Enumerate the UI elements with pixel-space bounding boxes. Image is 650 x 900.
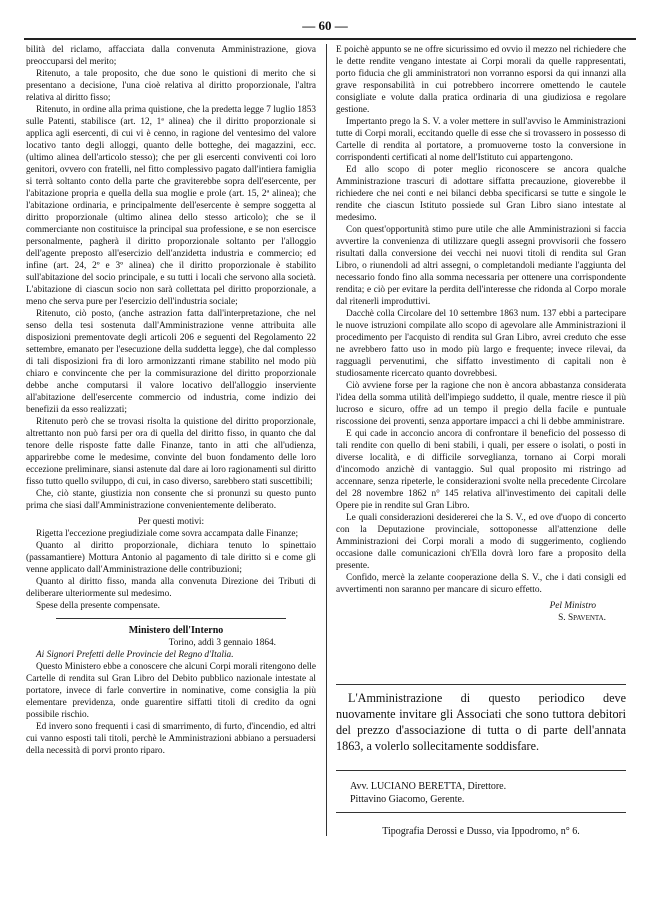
notice-text: L'Amministrazione di questo periodico deve nuovamente invitare gli Associati che sono tuttora debitori del prezzo d'associazione di tutta o di parte dell'annata 1863, a volerlo sollecitamente soddisfare. xyxy=(336,691,626,753)
notice-bottom-rule xyxy=(336,770,626,771)
ruling: Quanto al diritto fisso, manda alla convenuta Direzione dei Tributi di deliberare ulteriormente sul medesimo. xyxy=(26,577,316,599)
column-divider xyxy=(326,44,327,836)
dateline: Torino, addì 3 gennaio 1864. xyxy=(168,638,276,648)
ruling: Rigetta l'eccezione pregiudiziale come sovra accampata dalle Finanze; xyxy=(36,529,299,539)
manager-line: Pittavino Giacomo, Gerente. xyxy=(350,794,465,805)
signature-title: Pel Ministro xyxy=(549,601,596,611)
masthead-rule xyxy=(336,812,626,813)
section-title: Ministero dell'Interno xyxy=(128,625,224,636)
printer-line: Tipografia Derossi e Dusso, via Ippodromo, n° 6. xyxy=(382,826,580,837)
motives-heading: Per questi motivi: xyxy=(137,517,205,527)
paragraph: Ed allo scopo di poter meglio riconoscere se ancora qualche Amministrazione trascuri di adottare siffatta precauzione, gioverebbe il richiedere che nei conti e nei bilanci debba specificarsi se tutte e singole le rendite che ciascun Istituto possiede sul Gran Libro siano intestate al medesimo. xyxy=(336,165,626,223)
signature-name: S. Spaventa. xyxy=(558,613,606,623)
paragraph: Ritenuto però che se trovasi risolta la quistione del diritto proporzionale, altrettanto non può farsi per ora di quella del diritto fisso, in quanto che dal tenore delle risposte fatte dalle Finanze, tanto in atti che all'udienza, apparirebbe come le medesime, convinte del buon fondamento delle loro eccezione preliminare, siansi astenute dal dare ai loro ragionamenti sul diritto fisso tutto quello sviluppo, di cui, in caso diverso, sarebbero stati suscettibili; xyxy=(26,417,316,487)
paragraph: bilità del riclamo, affacciata dalla convenuta Amministrazione, giova preoccuparsi del merito; xyxy=(26,45,316,67)
right-column xyxy=(336,44,626,624)
paragraph: Con quest'opportunità stimo pure utile che alle Amministrazioni si faccia avvertire la convenienza di utilizzare quegli assegni provvisorii che fossero risultati dalla conversione dei vecchi nei nuovi titoli di rendita sul Gran Libro, o riunendoli ad altri assegni, o completandoli mediante l'aggiunta del necessario fondo fino alla somma necessaria per ottenere una corrispondente rendita; e ciò per evitare la perdita dell'interesse che ridonda al Corpo morale dal ritenerli improduttivi. xyxy=(336,225,626,307)
paragraph: Che, ciò stante, giustizia non consente che si pronunzi su questo punto prima che siasi dall'Amministrazione convenientemente deliberato. xyxy=(26,489,316,511)
paragraph: E poichè appunto se ne offre sicurissimo ed ovvio il mezzo nel richiedere che le dette rendite vengano intestate ai Corpi morali da quelle rappresentati, porto fiducia che gli amministratori non vorranno esporsi da qui innanzi alla grave responsabilità in cui potrebbero incorrere omettendo le cautele consigliate e volute dalla pratica ordinaria di una giudiziosa e regolare gestione. xyxy=(336,45,626,115)
paragraph: Ritenuto, in ordine alla prima quistione, che la predetta legge 7 luglio 1853 sulle Patenti, stabilisce (art. 12, 1ª alinea) che il diritto proporzionale si applica agli esercenti, di cui vi è cenno, in ragione del ventesimo del valore locativo tanto degli alloggi, quanto delle botteghe, dei magazzini, ecc. (ultimo alinea dell'articolo stesso); che per gli esercenti conviventi coi loro genitori, ovvero con fratelli, nel fitto complessivo pagato dall'intiera famiglia si terrà soltanto conto della parte che graviterebbe sopra dell'esercente, per l'abitazione propria e quella della sua moglie e prole (art. 15, 2ª alinea); che l'abitazione ordinaria, e principalmente dell'esercente è sempre soggetta al diritto proporzionale (ultimo alinea dello stesso articolo); che se il commerciante non costituisce la principal sua professione, e se non esercisce personalmente, pagherà il diritto proporzionale soltanto per l'alloggio dell'agente preposto all'esercizio dell'anzidetta industria e commercio; ed infine (art. 24, 2º e 3º alinea) che il diritto proporzionale è stabilito sull'abitazione del socio principale, e su tutti i locali che servono alla società. L'abitazione di ciascun socio non sarà collettata pel diritto proporzionale, a meno che serva pure per l'esercizio dell'industria sociale; xyxy=(26,105,316,307)
masthead xyxy=(350,780,506,806)
paragraph: E qui cade in acconcio ancora di confrontare il beneficio del possesso di tali rendite con quello di beni stabili, i quali, per essere o isolati, o posti in diverse località, e di difficile sorveglianza, tornano ai Corpi morali d'incomodo anzichè di vantaggio. Sul qual proposito mi ristringo ad accennare, senza ripeterle, le considerazioni svolte nella precedente Circolare del 28 novembre 1862 n° 145 relativa all'investimento dei capitali delle Opere pie in rendite sul Gran Libro. xyxy=(336,429,626,511)
section-rule xyxy=(56,618,286,619)
director-line: Avv. LUCIANO BERETTA, Direttore. xyxy=(350,781,507,792)
paragraph: Ritenuto, ciò posto, (anche astrazion fatta dall'interpretazione, che nel senso della tesi sostenuta dall'Amministrazione venne attribuita alle disposizioni prementovate degli articoli 206 e seguenti del Regolamento 22 settembre, emanato per l'esecuzione della suddetta legge), che dal complesso di tali disposizioni fra di loro armonizzanti rimane stabilito nel modo più chiaro e convincente che per la commisurazione del diritto proporzionale debbe anche computarsi il valore locativo dell'alloggio inserviente all'abitazione dell'esercente commercio od industria, come indizio dei benefizii da esso realizzati; xyxy=(26,309,316,415)
paragraph: Ed invero sono frequenti i casi di smarrimento, di furto, d'incendio, ed altri cui vanno esposti tali titoli, perchè le Amministrazioni abbiano a persuadersi della necessità di porvi pronto riparo. xyxy=(26,722,316,756)
paragraph: Impertanto prego la S. V. a voler mettere in sull'avviso le Amministrazioni tutte di Corpi morali, eccitando quelle di esse che si trovassero in possesso di Cartelle di rendita al portatore, a promuoverne tosto la conversione in corrispondenti certificati al nome dell'Istituto cui appartengono. xyxy=(336,117,626,163)
header-rule xyxy=(24,38,636,40)
paragraph: Le quali considerazioni desidererei che la S. V., ed ove d'uopo di concerto con la Deputazione provinciale, sottoponesse all'attenzione delle Amministrazioni dei Corpi morali a modo di suggerimento, cogliendo occasione dalle comunicazioni ch'Ella dovrà loro fare a proposito della presente. xyxy=(336,513,626,571)
left-column xyxy=(26,44,316,757)
paragraph: Ciò avviene forse per la ragione che non è ancora abbastanza considerata l'idea della somma utilità dell'impiego suddetto, il quale, mentre riesce il più lucroso e sicuro, offre ad un tempo il pregio della facile e puntuale riscossione dei proventi, senza apportare impacci a chi li debbe amministrare. xyxy=(336,381,626,427)
paragraph: Dacchè colla Circolare del 10 settembre 1863 num. 137 ebbi a partecipare le nuove istruzioni compilate allo scopo di agevolare alle Amministrazioni il procedimento per l'acquisto di rendita sul Gran Libro, avrei creduto che esse ne avrebbero fatto uso in modo più largo e frequente; invece rilevai, da ragguagli pervenutimi, che siffatto investimento di capitali non è studiosamente ricercato quanto dovrebbesi. xyxy=(336,309,626,379)
notice-top-rule xyxy=(336,684,626,685)
paragraph: Confido, mercè la zelante cooperazione della S. V., che i dati consigli ed avvertimenti non saranno per mancare di sicuro effetto. xyxy=(336,573,626,595)
addressee: Ai Signori Prefetti delle Provincie del Regno d'Italia. xyxy=(36,650,234,660)
ruling: Spese della presente compensate. xyxy=(36,601,160,611)
ruling: Quanto al diritto proporzionale, dichiara tenuto lo spinettaio (passamantiere) Mottura Antonio al pagamento di tale diritto si e come gli venne applicato dall'Amministrazione delle contribuzioni; xyxy=(26,541,316,575)
paragraph: Ritenuto, a tale proposito, che due sono le quistioni di merito che si presentano a decisione, l'una cioè relativa al diritto proporzionale, l'altra relativa al diritto fisso; xyxy=(26,69,316,103)
page-number: — 60 — xyxy=(302,18,348,33)
paragraph: Questo Ministero ebbe a conoscere che alcuni Corpi morali ritengono delle Cartelle di rendita sul Gran Libro del Debito pubblico nazionale intestate al portatore, invece di farle convertire in nominative, come consiglia la più elementare previdenza, onde guarentire siffatti titoli di credito da ogni possibile rischio. xyxy=(26,662,316,720)
subscription-notice xyxy=(336,690,626,754)
